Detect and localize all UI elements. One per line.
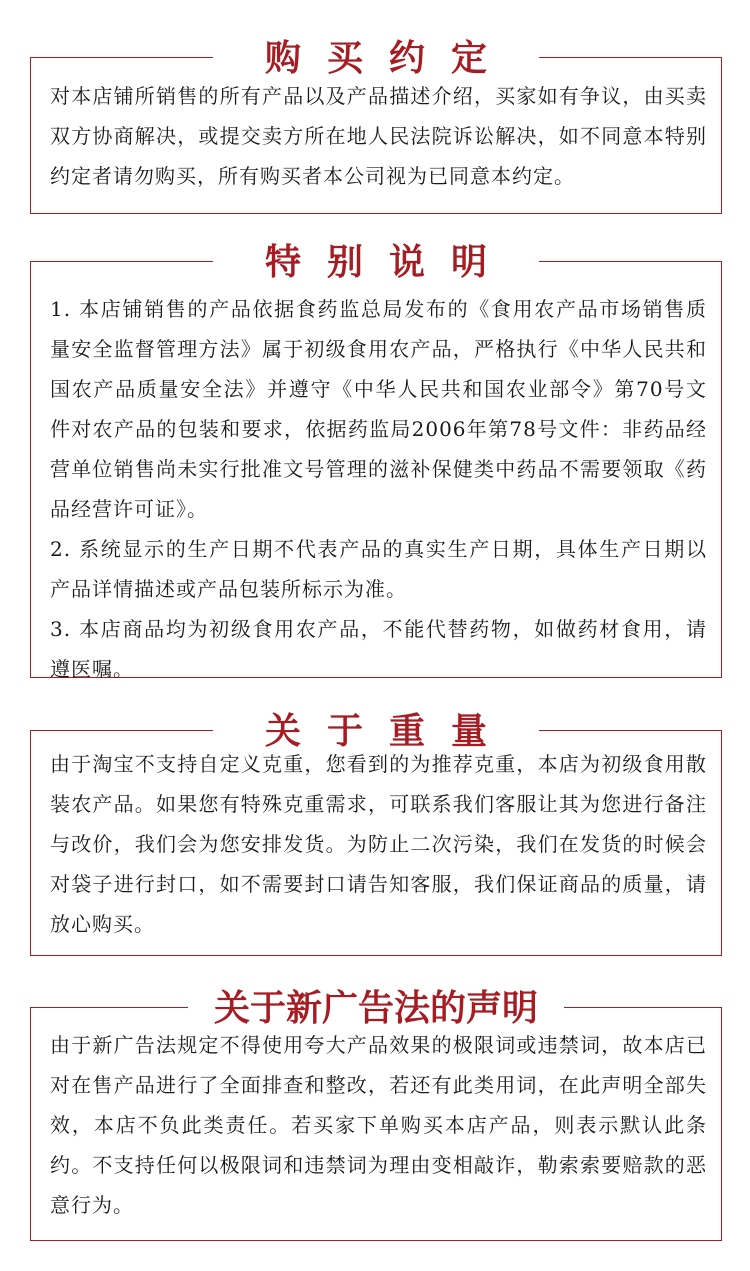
section-body xyxy=(50,744,707,944)
list-item: 3. 本店商品均为初级食用农产品，不能代替药物，如做药材食用，请遵医嘱。 xyxy=(50,617,707,681)
section-body xyxy=(50,76,707,196)
list-item: 2. 系统显示的生产日期不代表产品的真实生产日期，具体生产日期以产品详情描述或产品包装所标示为准。 xyxy=(50,537,707,601)
paragraph: 由于新广告法规定不得使用夸大产品效果的极限词或违禁词，故本店已对在售产品进行了全面排查和整改，若还有此类用词，在此声明全部失效，本店不负此类责任。若买家下单购买本店产品，则表示默认此条约。不支持任何以极限词和违禁词为理由变相敲诈，勒索索要赔款的恶意行为。 xyxy=(50,1033,707,1217)
section-about-weight xyxy=(30,710,722,956)
paragraph: 由于淘宝不支持自定义克重，您看到的为推荐克重，本店为初级食用散装农产品。如果您有特殊克重需求，可联系我们客服让其为您进行备注与改价，我们会为您安排发货。为防止二次污染，我们在发货的时候会对袋子进行封口，如不需要封口请告知客服，我们保证商品的质量，请放心购买。 xyxy=(50,752,707,936)
section-title: 关于重量 xyxy=(213,705,539,757)
section-ad-law-statement xyxy=(30,987,722,1241)
section-title: 关于新广告法的声明 xyxy=(188,982,564,1034)
list-item: 1. 本店铺销售的产品依据食药监总局发布的《食用农产品市场销售质量安全监督管理方法》属于初级食用农产品，严格执行《中华人民共和国农产品质量安全法》并遵守《中华人民共和国农业部令》第70号文件对农产品的包装和要求，依据药监局2006年第78号文件：非药品经营单位销售尚未实行批准文号管理的滋补保健类中药品不需要领取《药品经营许可证》。 xyxy=(50,297,707,521)
section-body xyxy=(50,1025,707,1225)
section-special-notes xyxy=(30,241,722,681)
section-body xyxy=(50,289,707,689)
section-title: 购买约定 xyxy=(213,32,539,84)
paragraph: 对本店铺所销售的所有产品以及产品描述介绍，买家如有争议，由买卖双方协商解决，或提交卖方所在地人民法院诉讼解决，如不同意本特别约定者请勿购买，所有购买者本公司视为已同意本约定。 xyxy=(50,84,707,188)
section-purchase-agreement xyxy=(30,37,722,214)
section-title: 特别说明 xyxy=(213,236,539,288)
